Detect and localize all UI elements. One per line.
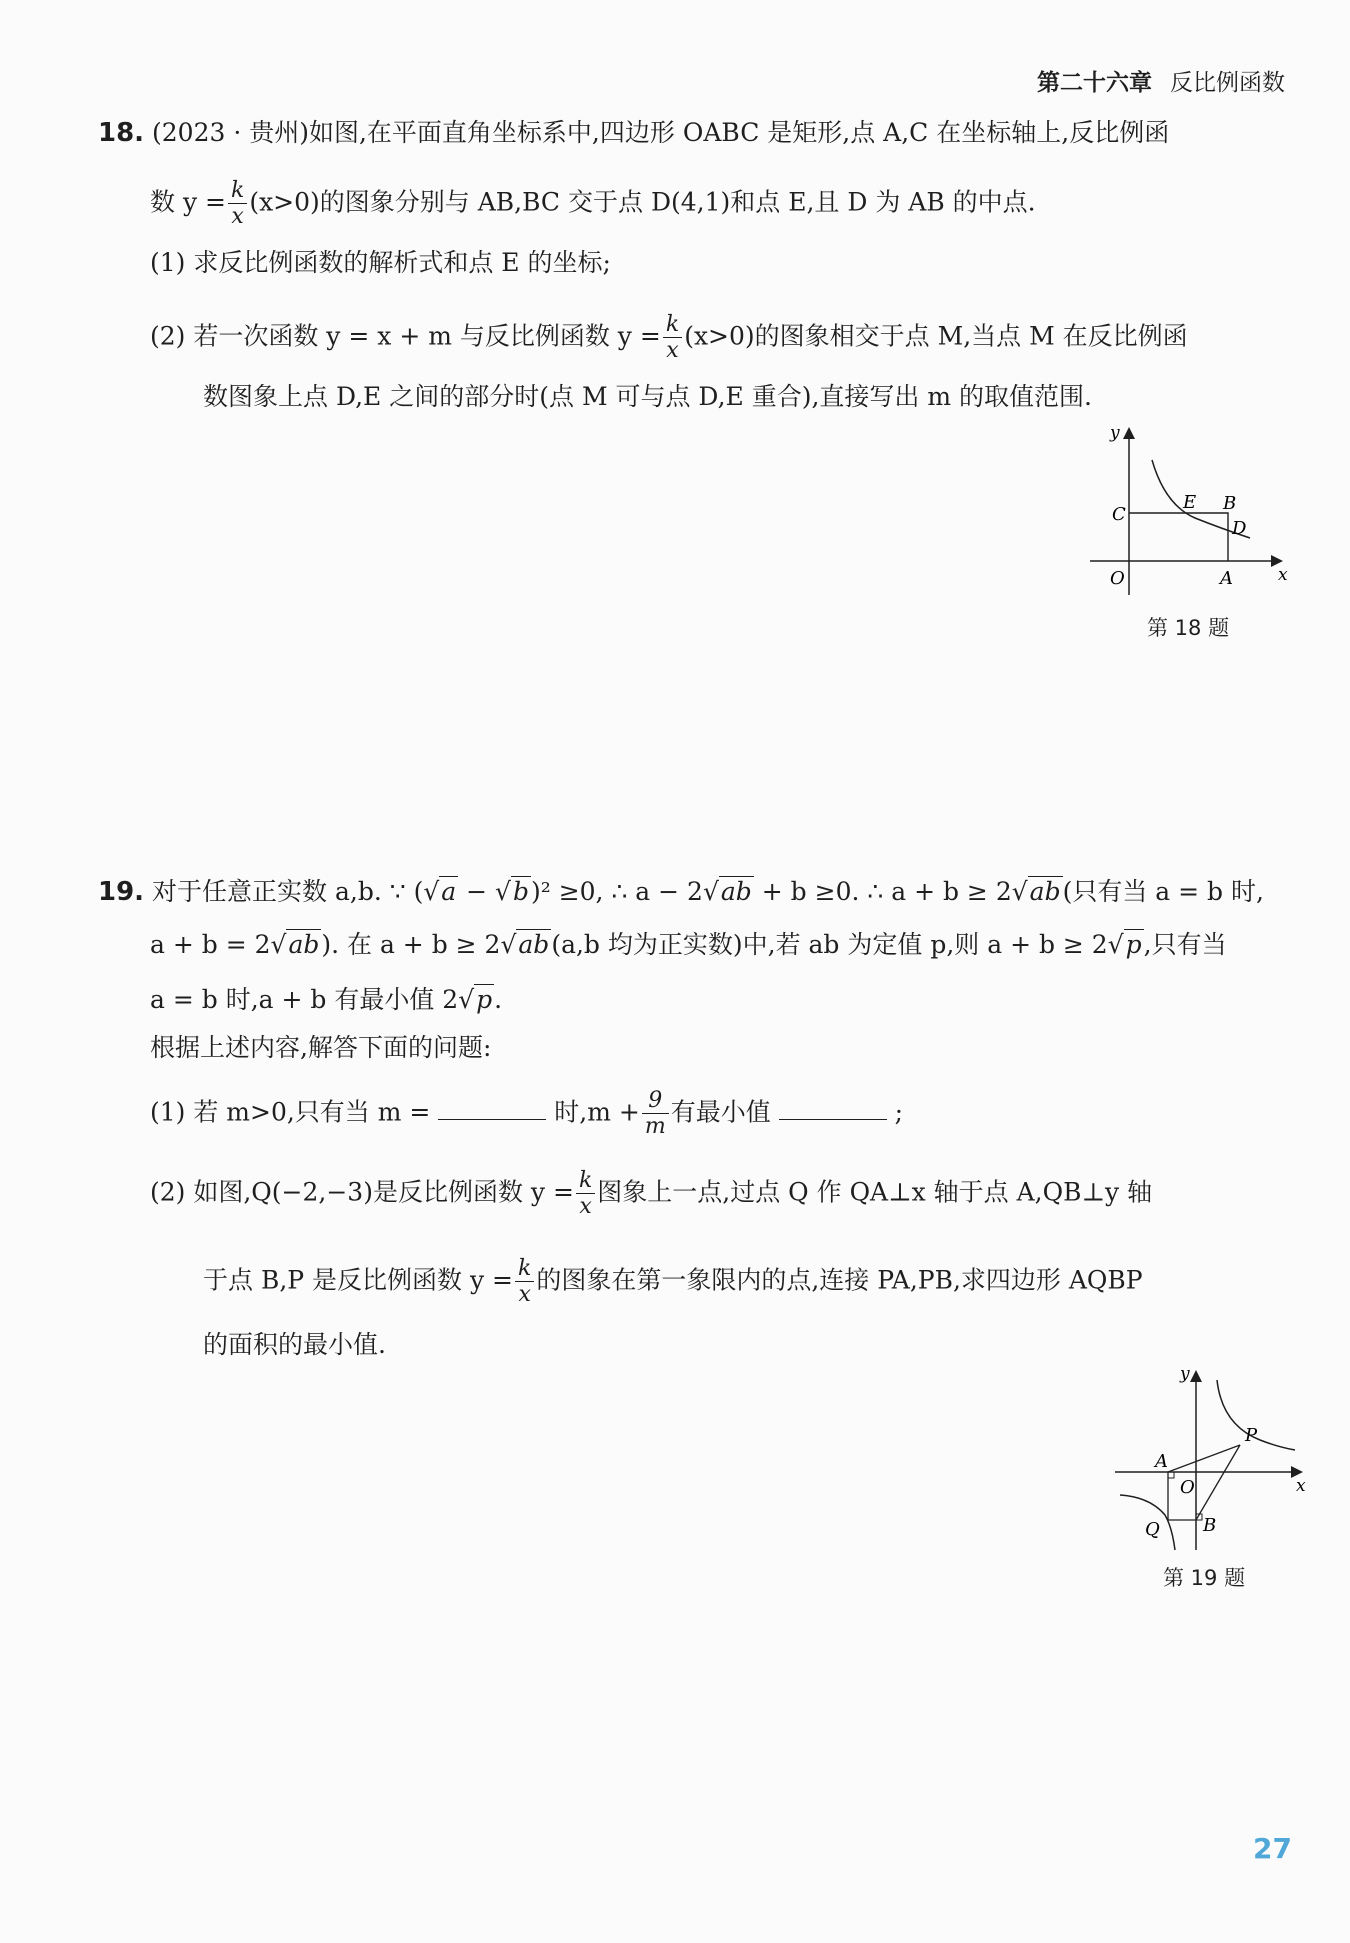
q19-part1-c: 有最小值: [670, 1097, 771, 1127]
q18-part2-pre: (2) 若一次函数 y = x + m 与反比例函数 y =: [150, 321, 661, 351]
q19-part1: [150, 1088, 903, 1140]
label-a: A: [1220, 568, 1233, 589]
q19-line1-c: + b ≥0. ∴ a + b ≥ 2: [761, 877, 1012, 906]
q19-part1-a: (1) 若 m>0,只有当 m =: [150, 1097, 431, 1127]
chapter-title: 反比例函数: [1170, 70, 1285, 96]
q19-part1-d: ;: [894, 1097, 904, 1127]
q18-part2-line2: 数图象上点 D,E 之间的部分时(点 M 可与点 D,E 重合),直接写出 m 的取值范围.: [203, 382, 1092, 411]
label-x: x: [1296, 1476, 1306, 1496]
label-a: A: [1155, 1451, 1168, 1472]
sqrt-arg: ab: [288, 930, 320, 959]
sqrt-arg: ab: [518, 930, 550, 959]
sqrt-ab: √ab: [500, 930, 550, 959]
sqrt-b: √b: [495, 877, 529, 906]
q19-line3-b: .: [494, 985, 503, 1014]
sqrt-p: √p: [458, 985, 493, 1014]
label-o: O: [1180, 1477, 1195, 1498]
q19-part2-c: 于点 B,P 是反比例函数 y =: [203, 1265, 513, 1295]
sqrt-ab: √ab: [702, 877, 752, 906]
fraction-denominator: x: [231, 204, 244, 230]
q19-part2-line3: 的面积的最小值.: [203, 1330, 386, 1359]
q19-part2: [150, 1168, 1152, 1220]
q19-part2-fraction-2: [515, 1256, 534, 1308]
q19-part2-d: 的图象在第一象限内的点,连接 PA,PB,求四边形 AQBP: [536, 1265, 1143, 1295]
fraction-denominator: m: [644, 1114, 666, 1140]
running-header: [1037, 64, 1285, 97]
sqrt-p: √p: [1107, 930, 1142, 959]
q19-line3: [150, 985, 502, 1015]
q18-fraction: [228, 178, 247, 230]
fraction-numerator: k: [663, 312, 682, 338]
q19-line1-a: 对于任意正实数 a,b. ∵ (: [152, 877, 424, 906]
label-o: O: [1110, 568, 1125, 589]
fraction-denominator: x: [518, 1282, 531, 1308]
q18-part2-fraction: [663, 312, 682, 364]
fraction-denominator: x: [666, 338, 679, 364]
sqrt-ab: √ab: [1011, 877, 1061, 906]
q19-part1-b: 时,m +: [554, 1097, 640, 1127]
fraction-numerator: k: [228, 178, 247, 204]
q18-figure: [1080, 420, 1300, 600]
q19-line4: 根据上述内容,解答下面的问题:: [150, 1033, 492, 1062]
q19-part2-a: (2) 如图,Q(−2,−3)是反比例函数 y =: [150, 1177, 574, 1207]
right-angle-a: [1168, 1472, 1174, 1478]
sqrt-arg: a: [441, 877, 457, 906]
q19-part2-fraction: [576, 1168, 595, 1220]
q19-line1-b: )² ≥0, ∴ a − 2: [530, 877, 703, 906]
label-y: y: [1180, 1365, 1190, 1384]
page-number: 27: [1253, 1832, 1292, 1865]
q19-line2: [150, 930, 1227, 960]
sqrt-arg: p: [476, 985, 493, 1014]
q18-figure-caption: 第 18 题: [1147, 616, 1230, 640]
label-x: x: [1278, 565, 1288, 585]
sqrt-arg: ab: [720, 877, 752, 906]
label-b: B: [1223, 493, 1237, 514]
answer-blank-1[interactable]: [438, 1097, 546, 1120]
label-y: y: [1110, 423, 1120, 443]
minus-sign: −: [466, 877, 488, 906]
q19-line2-a: a + b = 2: [150, 930, 271, 959]
q18-line2-post: (x>0)的图象分别与 AB,BC 交于点 D(4,1)和点 E,且 D 为 AB 的中点.: [249, 187, 1036, 217]
q19-line3-a: a = b 时,a + b 有最小值 2: [150, 985, 459, 1014]
fraction-denominator: x: [579, 1194, 592, 1220]
q19-line2-d: ,只有当: [1143, 930, 1227, 959]
chapter-label: 第二十六章: [1037, 70, 1152, 96]
sqrt-ab: √ab: [270, 930, 320, 959]
label-e: E: [1183, 492, 1197, 513]
q19-number: 19.: [98, 877, 145, 907]
sqrt-arg: ab: [1029, 877, 1061, 906]
q19-line2-c: (a,b 均为正实数)中,若 ab 为定值 p,则 a + b ≥ 2: [551, 930, 1108, 959]
segment-pb: [1196, 1445, 1240, 1520]
q19-line1-d: (只有当 a = b 时,: [1062, 877, 1264, 906]
q18-part1: (1) 求反比例函数的解析式和点 E 的坐标;: [150, 248, 611, 277]
rectangle-oabc: [1129, 513, 1228, 561]
q19-line1: [98, 877, 1264, 908]
q18-line2-pre: 数 y =: [150, 187, 226, 217]
q19-line2-b: ). 在 a + b ≥ 2: [321, 930, 501, 959]
q19-figure-caption: 第 19 题: [1163, 1566, 1246, 1590]
fraction-numerator: k: [515, 1256, 534, 1282]
sqrt-arg: b: [512, 877, 529, 906]
q19-figure: [1110, 1365, 1310, 1555]
q18-line1: [98, 118, 1169, 149]
fraction-numerator: k: [576, 1168, 595, 1194]
segment-pa: [1168, 1445, 1240, 1472]
label-d: D: [1232, 518, 1247, 539]
sqrt-arg: p: [1125, 930, 1142, 959]
q18-line2: [150, 178, 1036, 230]
q18-part2: [150, 312, 1188, 364]
q19-part1-fraction: [642, 1088, 669, 1140]
label-c: C: [1112, 504, 1126, 525]
q19-part2-line2: [203, 1256, 1143, 1308]
label-b: B: [1203, 1515, 1217, 1536]
q19-part2-b: 图象上一点,过点 Q 作 QA⊥x 轴于点 A,QB⊥y 轴: [597, 1177, 1153, 1207]
fraction-numerator: 9: [642, 1088, 669, 1114]
q18-part2-post: (x>0)的图象相交于点 M,当点 M 在反比例函: [684, 321, 1188, 351]
q18-number: 18.: [98, 118, 145, 148]
answer-blank-2[interactable]: [779, 1097, 887, 1120]
label-p: P: [1245, 1425, 1258, 1446]
sqrt-a: √a: [423, 877, 457, 906]
label-q: Q: [1145, 1519, 1160, 1540]
q18-stem-line1: (2023 · 贵州)如图,在平面直角坐标系中,四边形 OABC 是矩形,点 A,C 在坐标轴上,反比例函: [152, 118, 1170, 147]
